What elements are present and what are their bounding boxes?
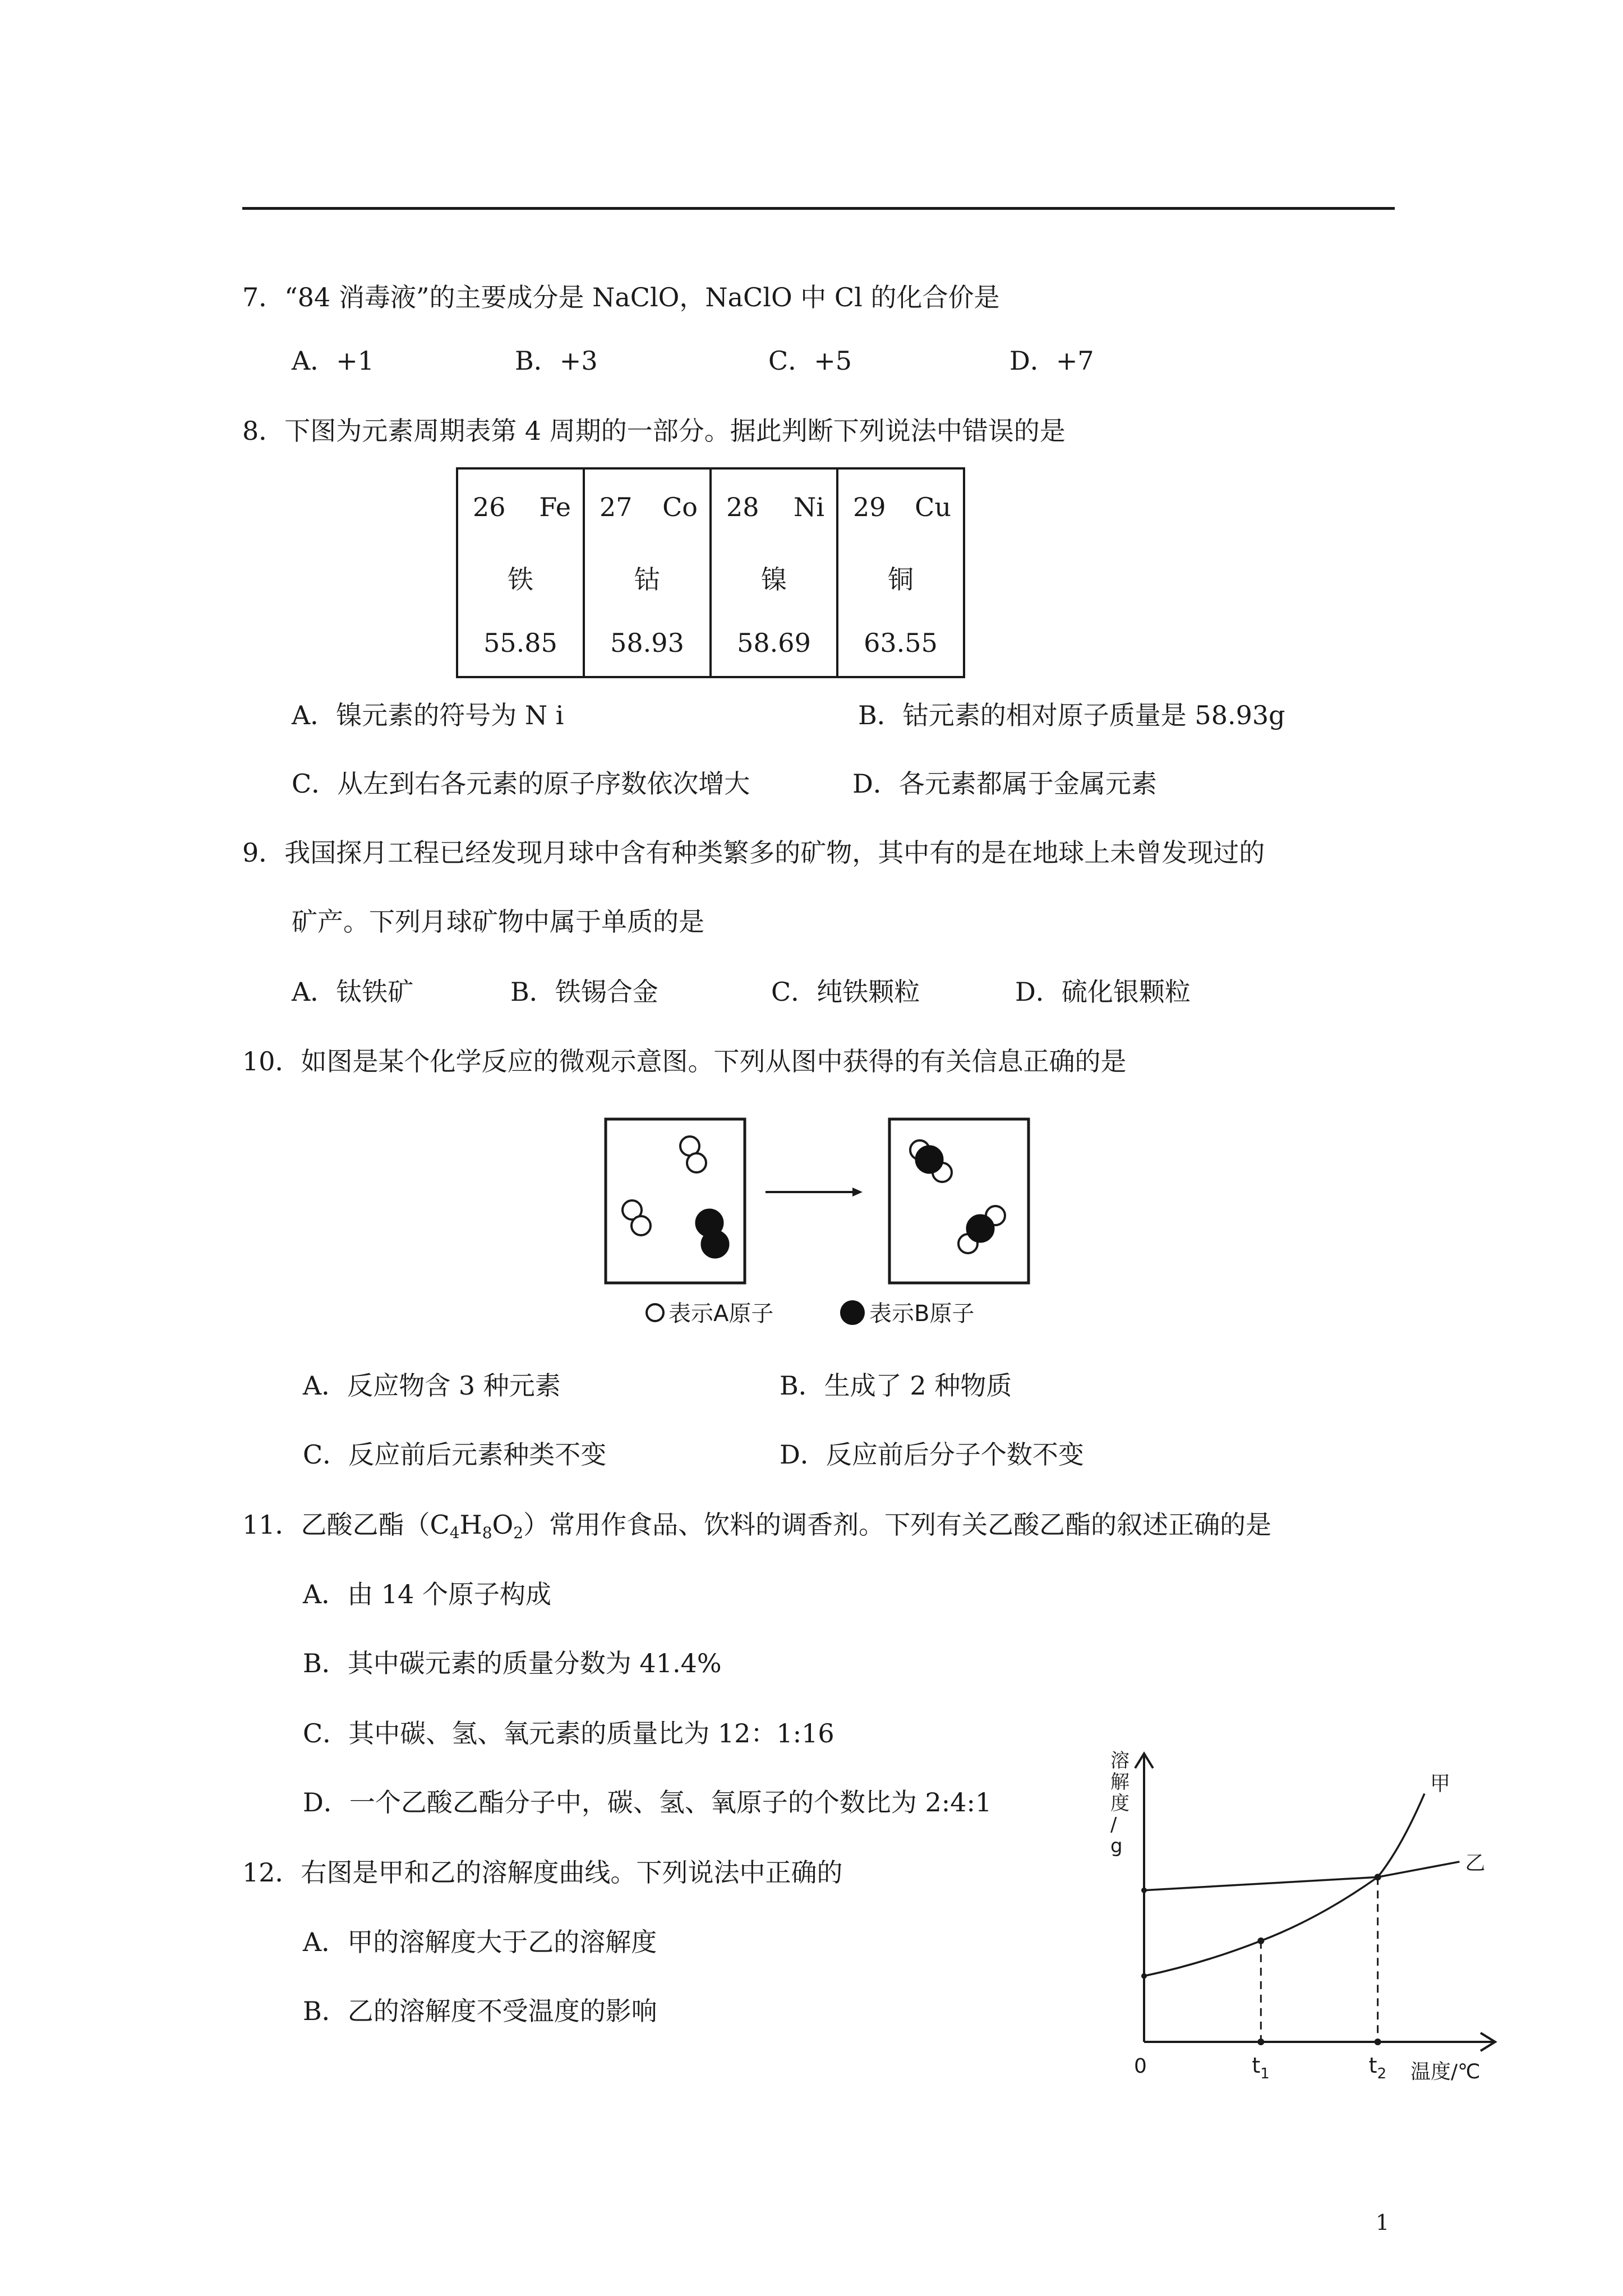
atomic-mass: 55.85 — [483, 628, 557, 658]
formula-sub-h: 8 — [482, 1524, 492, 1542]
reactant-molecule-b2 — [696, 1209, 728, 1258]
legend-a-atom-icon — [647, 1304, 663, 1321]
axis-point-t1 — [1257, 2039, 1264, 2045]
q10-stem: 10．如图是某个化学反应的微观示意图。下列从图中获得的有关信息正确的是 — [242, 1046, 1127, 1076]
atomic-mass: 63.55 — [864, 628, 938, 658]
series-label-jia: 甲 — [1430, 1772, 1451, 1796]
element-symbol: Co — [662, 492, 698, 522]
product-box — [889, 1119, 1029, 1283]
solubility-chart — [1088, 1745, 1514, 2104]
q11-stem-pre: 11．乙酸乙酯（C — [242, 1510, 450, 1540]
atomic-number: 27 — [600, 492, 633, 522]
product-molecule-ab-1 — [910, 1140, 952, 1182]
q10-option-c: C．反应前后元素种类不变 — [303, 1439, 607, 1470]
q8-option-a: A．镍元素的符号为 N i — [292, 700, 564, 730]
y-axis-label: 溶解度/ g — [1110, 1750, 1129, 1857]
q9-option-a: A．钛铁矿 — [292, 977, 414, 1007]
q11-option-d: D．一个乙酸乙酯分子中，碳、氢、氧原子的个数比为 2:4:1 — [303, 1787, 992, 1818]
legend-b-label: 表示B原子 — [869, 1301, 975, 1327]
formula-o: O — [492, 1510, 514, 1540]
origin-label: 0 — [1134, 2055, 1147, 2078]
q7-option-a: A．+1 — [292, 346, 375, 376]
formula-h: H — [459, 1510, 482, 1540]
header-rule — [242, 207, 1395, 210]
reaction-arrow-head — [852, 1188, 863, 1197]
series-line-jia — [1144, 1793, 1424, 1976]
q7-option-b: B．+3 — [515, 346, 598, 376]
atomic-number: 29 — [853, 492, 886, 522]
element-cell-fe — [457, 468, 584, 677]
q7-option-c: C．+5 — [768, 346, 852, 376]
q12-option-a: A．甲的溶解度大于乙的溶解度 — [303, 1927, 657, 1957]
axis-point-t2 — [1375, 2039, 1381, 2045]
element-name: 铜 — [888, 564, 914, 595]
atomic-number: 26 — [473, 492, 506, 522]
x-tick-label-t2: $t_2$ — [1368, 2053, 1387, 2082]
q11-option-a: A．由 14 个原子构成 — [303, 1579, 551, 1609]
q11-option-b: B．其中碳元素的质量分数为 41.4% — [303, 1648, 722, 1678]
q10-option-b: B．生成了 2 种物质 — [780, 1370, 1012, 1401]
element-symbol: Cu — [915, 492, 951, 522]
element-symbol: Fe — [539, 492, 571, 522]
element-name: 镍 — [761, 564, 787, 595]
element-cell-cu — [837, 468, 964, 677]
reactant-molecule-a2-top — [680, 1137, 706, 1172]
x-tick-label-t1: $t_1$ — [1252, 2053, 1270, 2082]
reactant-molecule-a2-left — [623, 1200, 651, 1235]
q9-option-b: B．铁锡合金 — [510, 977, 658, 1007]
q11-stem — [242, 1508, 1271, 1542]
q9-option-d: D．硫化银颗粒 — [1015, 977, 1191, 1007]
reaction-micro-diagram — [594, 1114, 1043, 1338]
x-axis-label: 温度/℃ — [1410, 2060, 1481, 2083]
atomic-mass: 58.69 — [737, 628, 811, 658]
series-line-yi — [1144, 1862, 1460, 1890]
q7-stem: 7．“84 消毒液”的主要成分是 NaClO，NaClO 中 Cl 的化合价是 — [242, 282, 1000, 312]
element-name: 铁 — [508, 564, 533, 595]
element-cell-ni — [711, 468, 837, 677]
formula-sub-c: 4 — [449, 1524, 460, 1542]
q11-option-c: C．其中碳、氢、氧元素的质量比为 12：1:16 — [303, 1718, 834, 1749]
element-symbol: Ni — [794, 492, 824, 522]
atomic-mass: 58.93 — [610, 628, 684, 658]
element-cell-co — [584, 468, 711, 677]
legend-a-label: 表示A原子 — [668, 1301, 774, 1327]
q9-option-c: C．纯铁颗粒 — [771, 977, 920, 1007]
q8-option-b: B．钴元素的相对原子质量是 58.93g — [858, 700, 1285, 730]
series-label-yi: 乙 — [1465, 1851, 1486, 1875]
q12-stem: 12．右图是甲和乙的溶解度曲线。下列说法中正确的 — [242, 1857, 843, 1888]
page-number: 1 — [1376, 2210, 1390, 2235]
q10-option-a: A．反应物含 3 种元素 — [303, 1370, 561, 1401]
q8-option-d: D．各元素都属于金属元素 — [852, 769, 1157, 799]
formula-sub-o: 2 — [513, 1524, 524, 1542]
q9-stem-line1: 9．我国探月工程已经发现月球中含有种类繁多的矿物，其中有的是在地球上未曾发现过的 — [242, 838, 1265, 868]
q8-stem: 8．下图为元素周期表第 4 周期的一部分。据此判断下列说法中错误的是 — [242, 416, 1066, 446]
q10-option-d: D．反应前后分子个数不变 — [780, 1439, 1084, 1470]
q7-option-d: D．+7 — [1009, 346, 1094, 376]
q9-stem-line2: 矿产。下列月球矿物中属于单质的是 — [292, 907, 704, 937]
periodic-table-excerpt — [456, 467, 965, 678]
q12-option-b: B．乙的溶解度不受温度的影响 — [303, 1996, 657, 2026]
legend-b-atom-icon — [840, 1300, 865, 1325]
q8-option-c: C．从左到右各元素的原子序数依次增大 — [292, 769, 750, 799]
atomic-number: 28 — [726, 492, 759, 522]
q11-stem-post: ）常用作食品、饮料的调香剂。下列有关乙酸乙酯的叙述正确的是 — [523, 1510, 1272, 1540]
product-molecule-ab-2 — [958, 1206, 1005, 1253]
element-name: 钴 — [634, 564, 660, 595]
